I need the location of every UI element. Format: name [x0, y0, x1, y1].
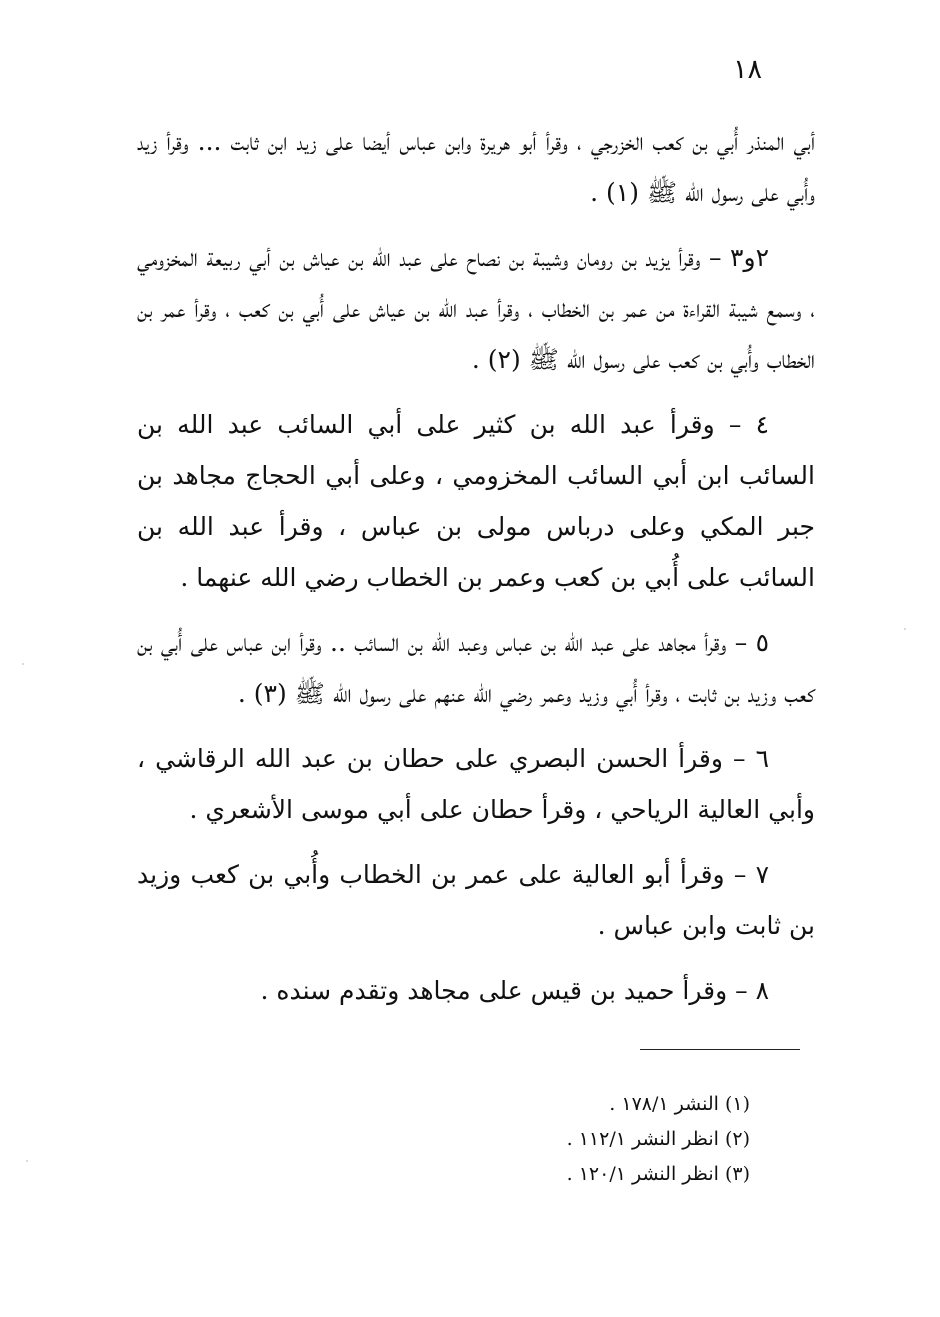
footnote-2: (٢) انظر النشر ١١٢/١ . — [566, 1128, 750, 1150]
scan-speck — [904, 628, 906, 630]
paragraph-2-3: ٢و٣ – وقرأ يزيد بن رومان وشيبة بن نصاح على عبد الله بن عياش بن أبي ربيعة المخزومي ، وسمع شيبة القراءة من عمر بن الخطاب ، وقرأ عبد الله بن عياش على أُبي بن كعب ، وقرأ عمر بن الخطاب وأُبي بن كعب على رسول الله ﷺ (٢) . — [137, 243, 815, 374]
footnote-3: (٣) انظر النشر ١٢٠/١ . — [566, 1163, 750, 1185]
paragraph-5: ٥ – وقرأ مجاهد على عبد الله بن عباس وعبد الله بن السائب .. وقرأ ابن عباس على أُبي بن كعب وزيد بن ثابت ، وقرأ أُبي وزيد وعمر رضي الله عنهم على رسول الله ﷺ (٣) . — [137, 628, 815, 708]
main-text — [137, 116, 815, 1030]
paragraph-4: ٤ – وقرأ عبد الله بن كثير على أبي السائب عبد الله بن السائب ابن أبي السائب المخزومي ، وعلى أبي الحجاج مجاهد بن جبر المكي وعلى درباس مولى بن عباس ، وقرأ عبد الله بن السائب على أُبي بن كعب وعمر بن الخطاب رضي الله عنهما . — [137, 410, 815, 592]
paragraph-8: ٨ – وقرأ حميد بن قيس على مجاهد وتقدم سنده . — [260, 976, 769, 1005]
paragraph-6: ٦ – وقرأ الحسن البصري على حطان بن عبد الله الرقاشي ، وأبي العالية الرياحي ، وقرأ حطان على أبي موسى الأشعري . — [137, 744, 815, 824]
scan-speck — [22, 663, 24, 665]
paragraph-1: أبي المنذر أُبي بن كعب الخزرجي ، وقرأ أبو هريرة وابن عباس أيضا على زيد ابن ثابت ... وقرأ زيد وأُبي على رسول الله ﷺ (١) . — [137, 127, 815, 207]
footnotes — [350, 1087, 750, 1192]
page-number: ١٨ — [732, 54, 762, 85]
paragraph-7: ٧ – وقرأ أبو العالية على عمر بن الخطاب وأُبي بن كعب وزيد بن ثابت وابن عباس . — [137, 860, 815, 940]
scan-speck — [26, 1160, 28, 1162]
footnote-divider — [640, 1049, 800, 1050]
footnote-1: (١) النشر ١٧٨/١ . — [609, 1093, 750, 1115]
